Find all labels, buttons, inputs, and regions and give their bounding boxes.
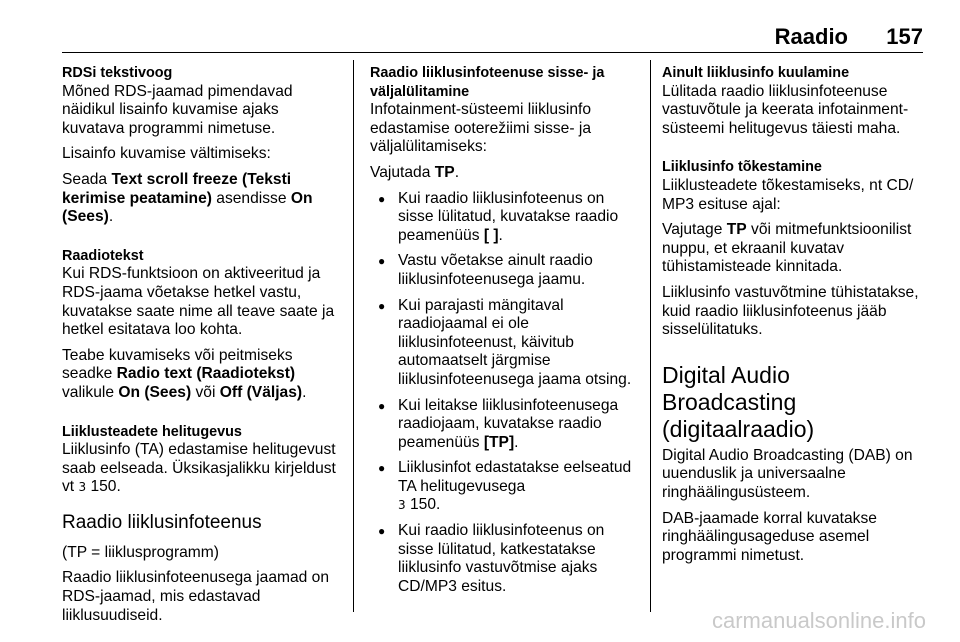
paragraph: DAB-jaamade korral kuvatakse ringhäälingusageduse asemel programmi nimetust. — [662, 509, 877, 564]
paragraph — [662, 221, 928, 277]
text: Vajutage — [662, 221, 727, 239]
section-title: Raadio — [774, 24, 848, 49]
heading-traffic-block: Liiklusinfo tõkestamine — [662, 159, 822, 176]
option-label: Off (Väljas) — [219, 383, 303, 401]
menu-label: Text scroll freeze (Teksti kerimise peatamine) — [62, 170, 292, 207]
indicator-label: [TP] — [483, 433, 515, 451]
list-item: ● Kui parajasti mängitaval raadiojaamal ei ole liiklusinfoteenust, käivitub automaatselt järgmise liiklusinfoteenusega jaama otsing. — [370, 297, 642, 390]
heading-radio-text: Raadiotekst — [62, 247, 144, 264]
button-label: TP — [726, 221, 747, 239]
paragraph: Liiklusinfo vastuvõtmine tühistatakse, kuid raadio liiklusinfoteenus jääb sisselülitatuks. — [662, 283, 919, 339]
text: Kui leitakse liiklusinfoteenusega raadiojaam, kuvatakse raadio peamenüüs — [398, 396, 619, 451]
page-number: 157 — [886, 24, 923, 49]
heading-traffic-service: Raadio liiklusinfoteenus — [62, 511, 262, 533]
paragraph: Infotainment-süsteemi liiklusinfo edastamise ooterežiimi sisse- ja väljalülitamiseks: — [370, 101, 592, 156]
paragraph — [62, 171, 344, 227]
header-rule — [62, 52, 923, 53]
text: või mitmefunktsioonilist nuppu, et ekraanil kuvatav tühistamisteade kinnitada. — [662, 221, 912, 276]
text: . — [498, 226, 503, 244]
text: asendisse — [211, 189, 291, 207]
text: Liiklusinfo (TA) edastamise helitugevust saab eelseada. Üksikasjalikku kirjeldust vt — [62, 441, 336, 496]
paragraph: Raadio liiklusinfoteenusega jaamad on RDS-jaamad, mis edastavad liiklusuudiseid. — [62, 569, 330, 624]
heading-traffic-volume: Liiklusteadete helitugevus — [62, 423, 242, 440]
watermark: carmanualsonline.info — [711, 608, 926, 633]
paragraph — [62, 441, 344, 497]
text: Kui raadio liiklusinfoteenus on sisse lülitatud, kuvatakse raadio peamenüüs — [398, 189, 619, 244]
text: Vajutada — [370, 163, 435, 181]
paragraph: Liiklusteadete tõkestamiseks, nt CD/ MP3 esituse ajal: — [662, 176, 914, 213]
text: Teabe kuvamiseks või peitmiseks seadke — [62, 346, 293, 383]
text: . — [108, 208, 114, 226]
paragraph: (TP = liiklusprogramm) — [62, 543, 219, 561]
bullet-list — [370, 190, 642, 597]
text: . — [454, 163, 460, 181]
text: . — [514, 433, 519, 451]
heading-traffic-on-off: Raadio liiklusinfoteenuse sisse- ja väljalülitamine — [370, 65, 605, 100]
column-2 — [370, 64, 642, 603]
column-3 — [662, 64, 928, 572]
paragraph — [62, 347, 344, 403]
column-1 — [62, 64, 344, 632]
heading-traffic-only: Ainult liiklusinfo kuulamine — [662, 65, 850, 81]
list-item: ● Vastu võetakse ainult raadio liiklusinfoteenusega jaamu. — [370, 252, 642, 289]
paragraph: Lülitada raadio liiklusinfoteenuse vastuvõtule ja keerata infotainment-süsteemi helitugevus täiesti maha. — [662, 82, 909, 137]
paragraph: Lisainfo kuvamise vältimiseks: — [62, 145, 271, 163]
option-label: On (Sees) — [62, 189, 313, 226]
paragraph — [370, 164, 642, 183]
paragraph: Mõned RDS-jaamad pimendavad näidikul lisainfo kuvamise ajaks kuvatava programmi nimetuse. — [62, 82, 293, 137]
page-ref[interactable]: 150. — [86, 478, 121, 496]
heading-rds-text-stream: RDSi tekstivoog — [62, 65, 173, 81]
list-item — [370, 190, 642, 246]
heading-dab: Digital Audio Broadcasting (digitaalraadio) — [662, 361, 815, 442]
text: või — [191, 383, 220, 401]
option-label: On (Sees) — [118, 383, 192, 401]
paragraph: Kui RDS-funktsioon on aktiveeritud ja RDS-jaama võetakse hetkel vastu, kuvatakse saate nime all teave saate ja hetkel esitatava loo kohta. — [62, 265, 335, 339]
text: valikule — [62, 383, 119, 401]
paragraph: Digital Audio Broadcasting (DAB) on uuenduslik ja universaalne ringhäälingusüsteem. — [662, 446, 913, 501]
column-divider — [650, 60, 651, 612]
button-label: TP — [434, 163, 455, 181]
page-ref[interactable]: 150. — [405, 496, 441, 514]
text: Seada — [62, 170, 112, 188]
list-item — [370, 459, 642, 515]
list-item — [370, 397, 642, 453]
page-ref-arrow-icon: 3 — [398, 498, 406, 513]
menu-label: Radio text (Raadiotekst) — [116, 365, 296, 383]
text: . — [302, 383, 307, 401]
indicator-label: [ ] — [483, 226, 499, 244]
list-item: ● Kui raadio liiklusinfoteenus on sisse lülitatud, katkestatakse liiklusinfo vastuvõtmise ajaks CD/MP3 esitus. — [370, 522, 642, 596]
page-ref-arrow-icon: 3 — [78, 480, 87, 495]
column-divider — [353, 60, 354, 612]
text: Liiklusinfot edastatakse eelseatud TA helitugevusega — [398, 459, 632, 495]
